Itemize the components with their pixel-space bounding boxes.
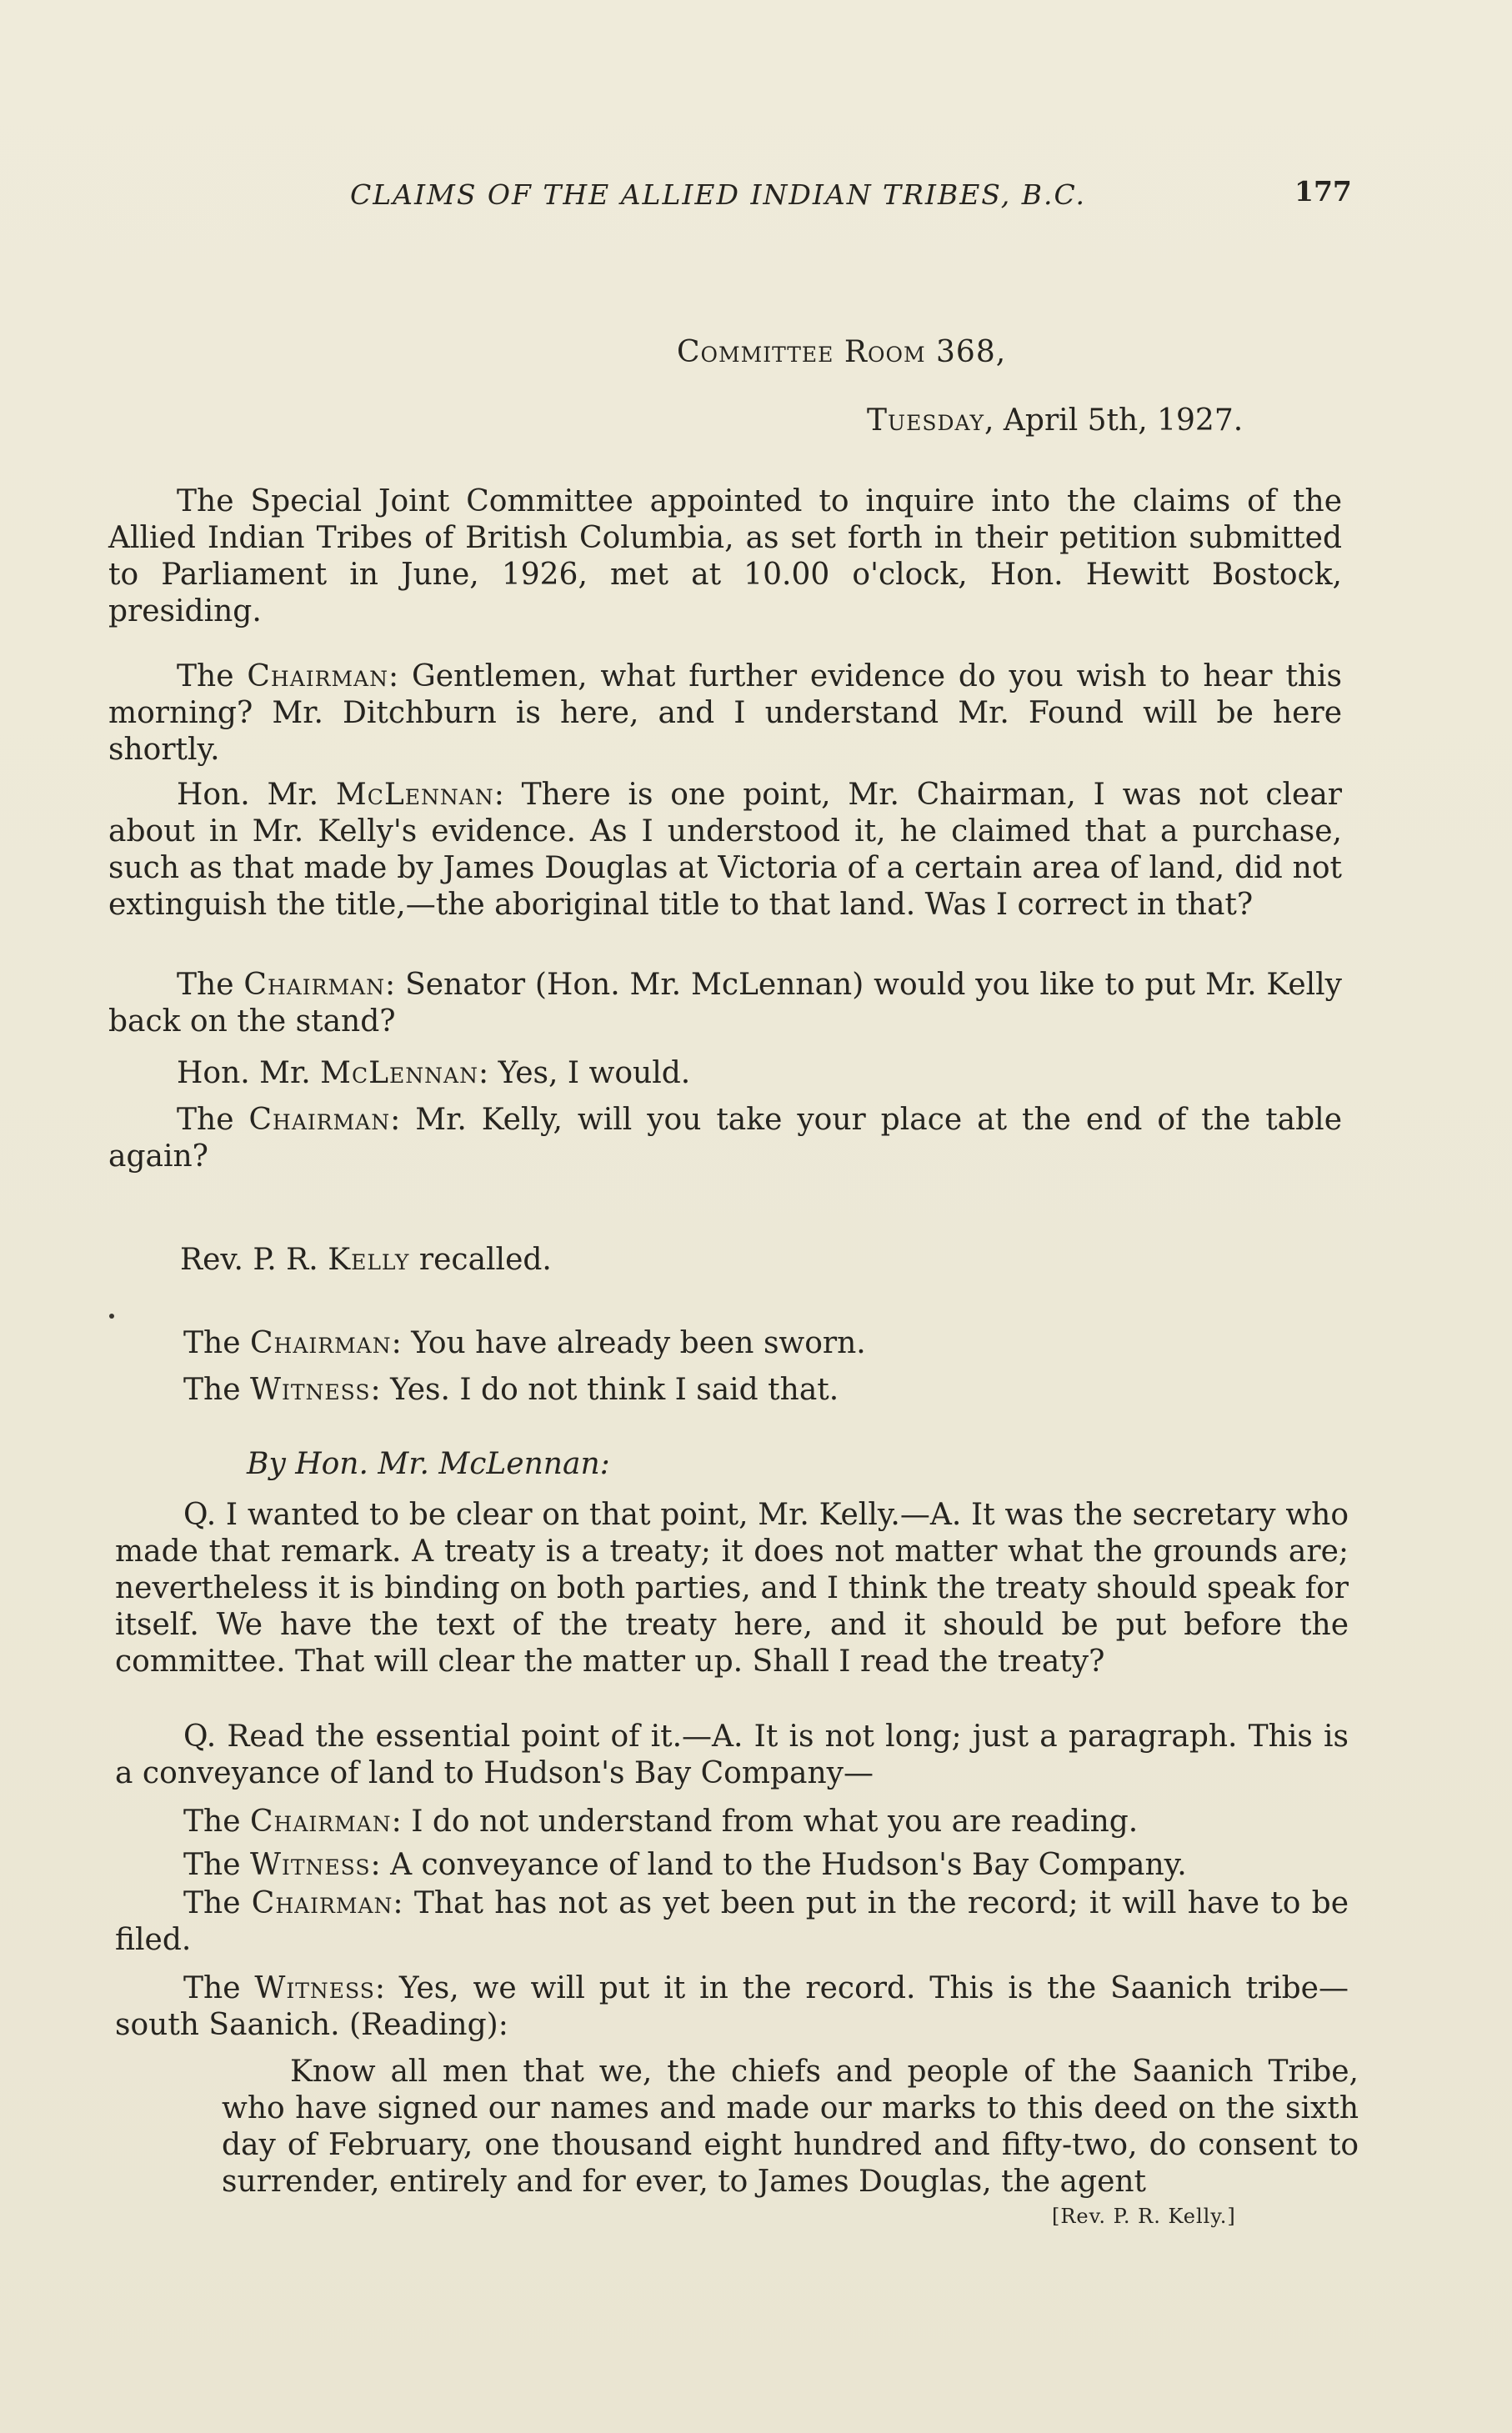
speaker-the: The — [183, 1373, 241, 1407]
recalled-text: recalled. — [418, 1243, 552, 1277]
speaker-chairman: Chairman — [249, 1326, 392, 1360]
speaker-colon: : — [478, 1056, 489, 1090]
speaker-colon: : — [374, 1971, 385, 2005]
speaker-the: The — [177, 659, 234, 693]
speaker-colon: : — [390, 1103, 401, 1137]
speaker-hon-mr: Hon. Mr. — [177, 1056, 311, 1090]
exchange-chairman-3 — [108, 1102, 1342, 1175]
examination-byline: By Hon. Mr. McLennan: — [247, 1447, 610, 1481]
exchange-text: That has not as yet been put in the record; it will have to be filed. — [115, 1886, 1349, 1957]
speaker-colon: : — [388, 659, 399, 693]
exchange-text: Yes, I would. — [498, 1056, 691, 1090]
speaker-witness: Witness — [249, 1848, 371, 1882]
meeting-date-rest: , April 5th, 1927. — [984, 403, 1244, 438]
exchange-mclennan-1 — [108, 777, 1342, 924]
exchange-witness-1 — [115, 1372, 1349, 1409]
speaker-witness: Witness — [254, 1971, 375, 2005]
speaker-the: The — [177, 968, 234, 1002]
speaker-colon: : — [370, 1848, 381, 1882]
exchange-chairman-5 — [115, 1804, 1349, 1840]
committee-room: Committee Room 368, — [677, 335, 1007, 369]
running-header-title: CLAIMS OF THE ALLIED INDIAN TRIBES, B.C. — [350, 178, 1087, 211]
exchange-chairman-4 — [115, 1325, 1349, 1362]
question-2: Q. Read the essential point of it.—A. It is not long; just a paragraph. This is a conveyance of land to Hudson's Bay Company— — [115, 1720, 1349, 1790]
meeting-weekday: Tuesday — [867, 403, 985, 438]
speaker-the: The — [183, 1326, 241, 1360]
witness-surname: Kelly — [328, 1243, 410, 1277]
speaker-chairman: Chairman — [251, 1886, 393, 1920]
speaker-chairman: Chairman — [243, 968, 386, 1002]
exchange-witness-3 — [115, 1970, 1349, 2044]
speaker-mclennan: McLennan — [320, 1056, 478, 1090]
speaker-chairman: Chairman — [248, 1103, 391, 1137]
exchange-text: You have already been sworn. — [411, 1326, 866, 1360]
speaker-the: The — [183, 1886, 241, 1920]
witness-initials: Rev. P. R. — [180, 1243, 318, 1277]
speaker-chairman: Chairman — [249, 1805, 392, 1839]
exchange-text: Yes, we will put it in the record. This is the Saanich tribe—south Saanich. (Reading): — [115, 1971, 1349, 2042]
exchange-text: Senator (Hon. Mr. McLennan) would you like to put Mr. Kelly back on the stand? — [108, 968, 1342, 1039]
speaker-the: The — [177, 1103, 234, 1137]
opening-paragraph: The Special Joint Committee appointed to inquire into the claims of the Allied Indian Tribes of British Columbia, as set forth in their petition submitted to Parliament in June, 1926, met at 10.00 o'clock, Hon. Hewitt Bostock, presiding. — [108, 484, 1342, 628]
exchange-mclennan-2 — [108, 1055, 1342, 1092]
treaty-quotation: Know all men that we, the chiefs and people of the Saanich Tribe, who have signed our names and made our marks to this deed on the sixth day of February, one thousand eight hundred and fifty-two, do consent to surrender, entirely and for ever, to James Douglas, the agent — [222, 2055, 1359, 2199]
page-number: 177 — [1294, 175, 1352, 208]
exchange-chairman-6 — [115, 1885, 1349, 1959]
speaker-colon: : — [385, 968, 396, 1002]
print-speck — [109, 1314, 114, 1319]
speaker-colon: : — [391, 1326, 402, 1360]
exchange-chairman-2 — [108, 967, 1342, 1040]
exchange-text: I do not understand from what you are reading. — [411, 1805, 1139, 1839]
exchange-text: There is one point, Mr. Chairman, I was not clear about in Mr. Kelly's evidence. As I understood it, he claimed that a purchase, such as that made by James Douglas at Victoria of a certain area of land, did not extinguish the title,—the aboriginal title to that land. Was I correct in that? — [108, 778, 1343, 922]
exchange-chairman-1 — [108, 658, 1342, 768]
speaker-witness: Witness — [249, 1373, 371, 1407]
speaker-the: The — [183, 1848, 241, 1882]
meeting-date — [867, 403, 1243, 439]
speaker-the: The — [183, 1971, 241, 2005]
speaker-the: The — [183, 1805, 241, 1839]
witness-recalled — [180, 1242, 552, 1279]
speaker-colon: : — [391, 1805, 402, 1839]
exchange-text: Yes. I do not think I said that. — [390, 1373, 839, 1407]
speaker-colon: : — [493, 778, 504, 812]
speaker-mclennan: McLennan — [335, 778, 494, 812]
speaker-colon: : — [393, 1886, 403, 1920]
question-1: Q. I wanted to be clear on that point, Mr. Kelly.—A. It was the secretary who made that remark. A treaty is a treaty; it does not matter what the grounds are; nevertheless it is binding on both parties, and I think the treaty should speak for itself. We have the text of the treaty here, and it should be put before the committee. That will clear the matter up. Shall I read the treaty? — [115, 1498, 1349, 1679]
speaker-hon-mr: Hon. Mr. — [177, 778, 319, 812]
witness-footer-reference: [Rev. P. R. Kelly.] — [1052, 2205, 1236, 2228]
exchange-text: Mr. Kelly, will you take your place at the end of the table again? — [108, 1103, 1342, 1174]
exchange-text: Gentlemen, what further evidence do you wish to hear this morning? Mr. Ditchburn is here, and I understand Mr. Found will be here shortly. — [108, 659, 1342, 767]
exchange-witness-2 — [115, 1847, 1349, 1884]
speaker-chairman: Chairman — [247, 659, 388, 693]
exchange-text: A conveyance of land to the Hudson's Bay Company. — [390, 1848, 1187, 1882]
speaker-colon: : — [370, 1373, 381, 1407]
